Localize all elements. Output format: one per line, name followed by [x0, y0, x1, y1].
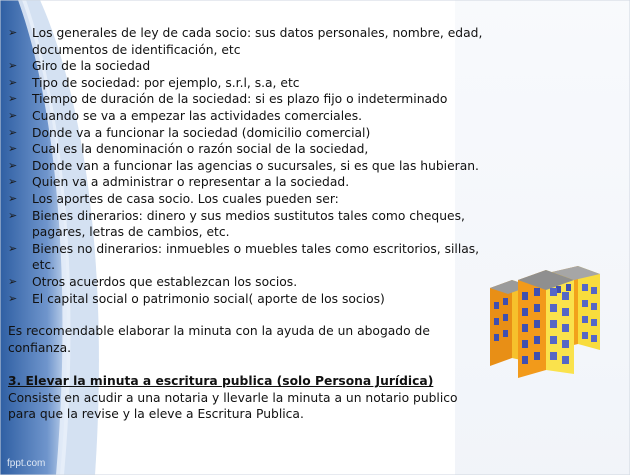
list-item: ➢ Giro de la sociedad: [8, 59, 151, 74]
arrow-bullet-icon: ➢: [8, 175, 18, 189]
arrow-bullet-icon: ➢: [8, 158, 18, 172]
list-item: ➢ Otros acuerdos que establezcan los socios.: [8, 274, 298, 289]
list-item: ➢ Tiempo de duración de la sociedad: si es plazo fijo o indeterminado: [8, 92, 448, 107]
arrow-bullet-icon: ➢: [8, 291, 18, 305]
requirements-list: [8, 25, 488, 307]
arrow-bullet-icon: ➢: [8, 26, 18, 39]
arrow-bullet-icon: ➢: [8, 208, 18, 222]
arrow-bullet-icon: ➢: [8, 59, 18, 73]
arrow-bullet-icon: ➢: [8, 241, 18, 255]
arrow-bullet-icon: ➢: [8, 75, 18, 89]
arrow-bullet-icon: ➢: [8, 108, 18, 122]
list-item: ➢ Cuando se va a empezar las actividades comerciales.: [8, 108, 363, 123]
list-item: ➢ Los aportes de casa socio. Los cuales pueden ser:: [8, 191, 339, 206]
notary-paragraph: Consiste en acudir a una notaria y llevarle la minuta a un notario publico para que la revise y la eleve a Escritura Publica.: [8, 390, 458, 422]
arrow-bullet-icon: ➢: [8, 191, 18, 205]
list-item: ➢ Donde va a funcionar la sociedad (domicilio comercial): [8, 125, 371, 140]
buildings-illustration: [482, 258, 622, 378]
watermark: fppt.com: [7, 458, 46, 469]
slide-text-body: [8, 25, 488, 423]
list-item: ➢ Donde van a funcionar las agencias o sucursales, si es que las hubieran.: [8, 158, 479, 173]
list-item: ➢ Bienes no dinerarios: inmuebles o muebles tales como escritorios, sillas, etc.: [8, 241, 480, 273]
arrow-bullet-icon: ➢: [8, 125, 18, 139]
list-item: ➢ Cual es la denominación o razón social de la sociedad,: [8, 142, 369, 157]
arrow-bullet-icon: ➢: [8, 92, 18, 106]
arrow-bullet-icon: ➢: [8, 274, 18, 288]
list-item: ➢ Quien va a administrar o representar a la sociedad.: [8, 175, 350, 190]
list-item: ➢ El capital social o patrimonio social( aporte de los socios): [8, 291, 385, 306]
list-item: ➢ Los generales de ley de cada socio: sus datos personales, nombre, edad, documentos de identificación, etc: [8, 26, 483, 57]
list-item: ➢ Bienes dinerarios: dinero y sus medios sustitutos tales como cheques, pagares, letras de cambios, etc.: [8, 208, 465, 240]
arrow-bullet-icon: ➢: [8, 142, 18, 156]
section-heading: 3. Elevar la minuta a escritura publica (solo Persona Jurídica): [8, 374, 434, 389]
list-item: ➢ Tipo de sociedad: por ejemplo, s.r.l, s.a, etc: [8, 75, 300, 90]
recommendation-paragraph: Es recomendable elaborar la minuta con la ayuda de un abogado de confianza.: [8, 324, 430, 355]
